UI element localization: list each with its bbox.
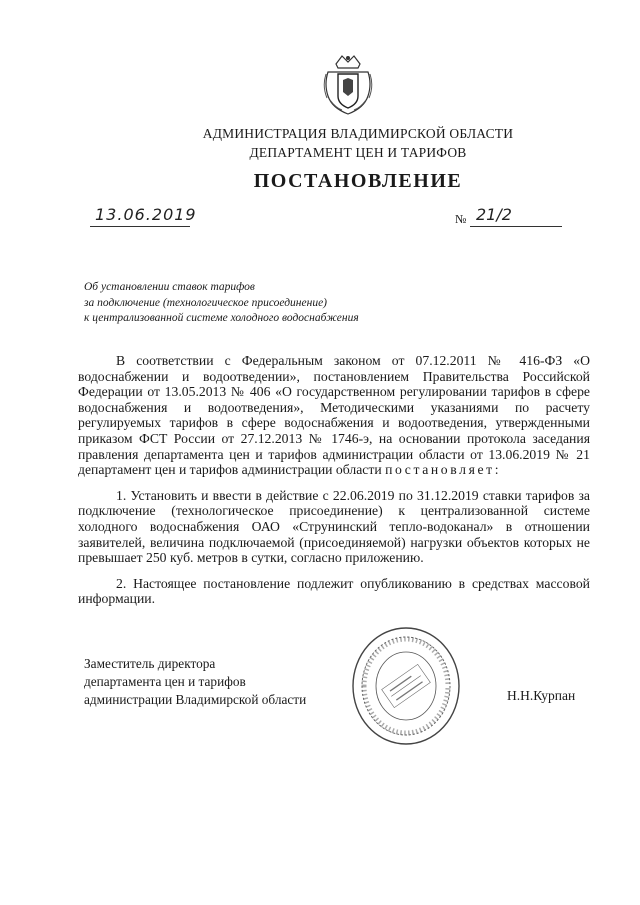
document-date: 13.06.2019 — [95, 205, 197, 224]
subject-line: Об установлении ставок тарифов — [84, 281, 255, 293]
date-underline — [90, 226, 190, 227]
number-prefix: № — [455, 212, 467, 226]
department-name: ДЕПАРТАМЕНТ ЦЕН И ТАРИФОВ — [249, 145, 467, 160]
number-underline — [470, 226, 562, 227]
clause-2-paragraph: 2. Настоящее постановление подлежит опубликованию в средствах массовой информации. — [78, 575, 590, 607]
document-subject — [84, 280, 359, 327]
resolution-keyword: постановляет: — [385, 462, 502, 478]
signatory-line: администрации Владимирской области — [84, 692, 307, 707]
signatory-line: департамента цен и тарифов — [84, 674, 246, 689]
organization-name: АДМИНИСТРАЦИЯ ВЛАДИМИРСКОЙ ОБЛАСТИ — [202, 126, 514, 141]
document-body — [78, 353, 590, 617]
signatory-name: Н.Н.Курпан — [507, 688, 576, 703]
coat-of-arms-emblem — [322, 52, 374, 118]
subject-line: за подключение (технологическое присоединение) — [84, 296, 327, 309]
signatory-position — [84, 655, 306, 709]
preamble-paragraph — [78, 353, 590, 478]
preamble-text: В соответствии с Федеральным законом от 07.12.2011 № 416-ФЗ «О водоснабжении и водоотведении», постановлением Правительства Российской Федерации от 13.05.2013 № 406 «О государственном регулировании тарифов в сфере водоснабжения и водоотведения», Методическими указаниями по расчету регулируемых тарифов в сфере водоснабжения и водоотведения, утвержденными приказом ФСТ России от 27.12.2013 № 1746-э, на основании протокола заседания правления департамента цен и тарифов администрации области от 13.06.2019 № 21 департамент цен и тарифов администрации области — [78, 353, 590, 478]
document-number: 21/2 — [476, 205, 512, 224]
document-title: ПОСТАНОВЛЕНИЕ — [253, 170, 463, 192]
signatory-line: Заместитель директора — [84, 656, 216, 671]
clause-1-paragraph: 1. Установить и ввести в действие с 22.06.2019 по 31.12.2019 ставки тарифов за подключение (технологическое присоединение) к централизованной системе холодного водоснабжения ОАО «Струнинский тепло-водоканал» в отношении заявителей, величина подключаемой (присоединяемой) нагрузки объектов которых не превышает 250 куб. метров в сутки, согласно приложению. — [78, 487, 590, 566]
subject-line: к централизованной системе холодного водоснабжения — [84, 312, 359, 324]
official-seal-stamp — [350, 625, 462, 747]
